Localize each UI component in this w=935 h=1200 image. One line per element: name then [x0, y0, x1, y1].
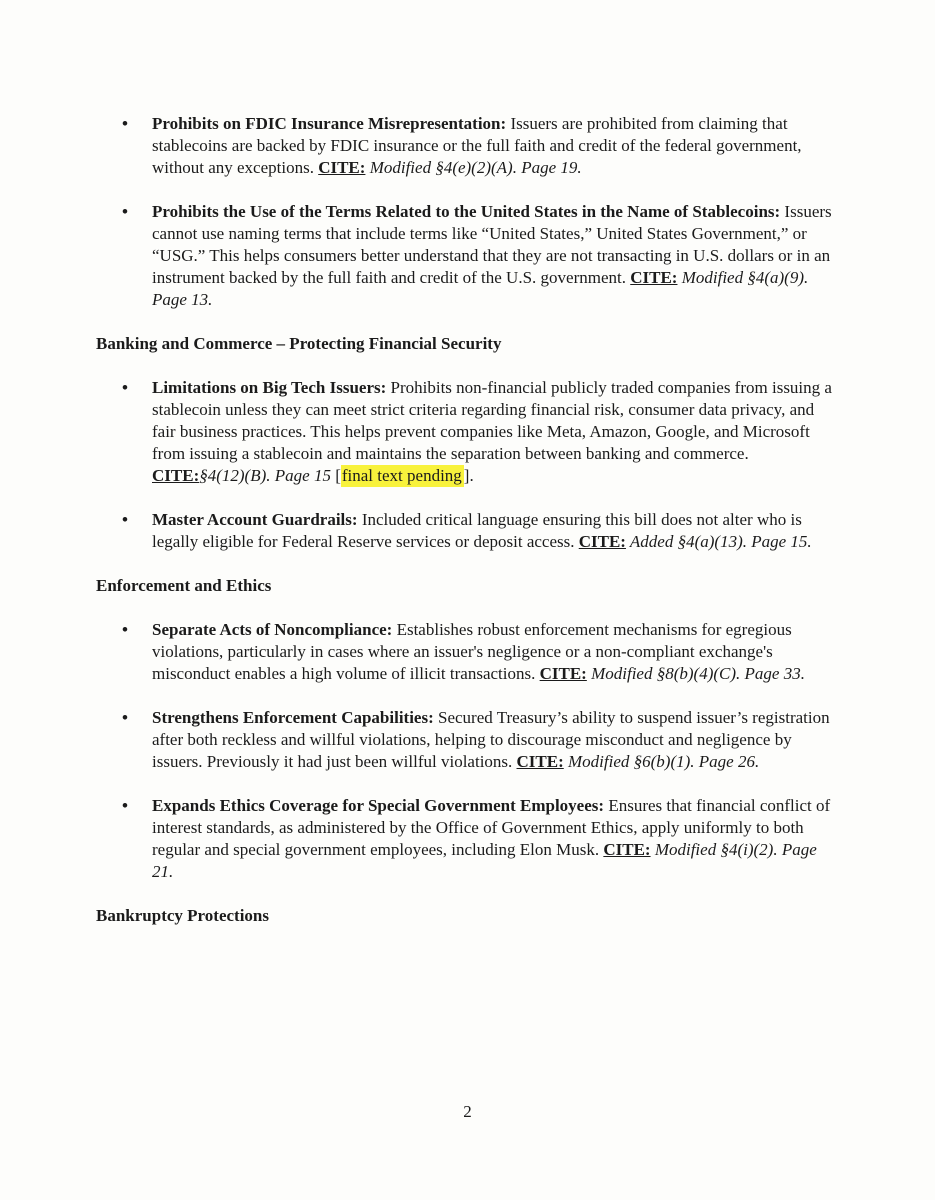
- bullet-title: Prohibits on FDIC Insurance Misrepresentation:: [152, 114, 507, 133]
- bullet-list: [96, 377, 837, 553]
- cite-text: Modified §4(i)(2). Page 21.: [152, 840, 817, 881]
- cite-text: Modified §4(e)(2)(A). Page 19.: [365, 158, 582, 177]
- bullet-body: Prohibits non-financial publicly traded companies from issuing a stablecoin unless they can meet strict criteria regarding financial risk, consumer data privacy, and fair business practices. This helps prevent companies like Meta, Amazon, Google, and Microsoft from issuing a stablecoin and maintains the separation between banking and commerce.: [152, 378, 832, 463]
- list-item: [96, 707, 837, 773]
- bullet-title: Expands Ethics Coverage for Special Government Employees:: [152, 796, 605, 815]
- list-item: [96, 509, 837, 553]
- cite-label: CITE:: [630, 268, 678, 287]
- cite-label: CITE:: [578, 532, 626, 551]
- bullet-icon: •: [122, 114, 128, 133]
- cite-text: Added §4(a)(13). Page 15.: [625, 532, 812, 551]
- list-item: [96, 201, 837, 311]
- list-item: [96, 113, 837, 179]
- bullet-list: [96, 619, 837, 883]
- cite-label: CITE:: [516, 752, 564, 771]
- section-heading-enforcement-and-ethics: Enforcement and Ethics: [96, 576, 272, 595]
- bullet-icon: •: [122, 796, 128, 815]
- bullet-body: Included critical language ensuring this bill does not alter who is legally eligible for Federal Reserve services or deposit access.: [152, 510, 802, 551]
- bracket-close: ].: [463, 466, 474, 485]
- bullet-icon: •: [122, 378, 128, 397]
- bullet-title: Strengthens Enforcement Capabilities:: [152, 708, 434, 727]
- bullet-title: Master Account Guardrails:: [152, 510, 358, 529]
- bullet-body: Issuers are prohibited from claiming that stablecoins are backed by FDIC insurance or the full faith and credit of the federal government, without any exceptions.: [152, 114, 802, 177]
- cite-text: Modified §4(a)(9). Page 13.: [152, 268, 809, 309]
- cite-label: CITE:: [539, 664, 587, 683]
- cite-text: §4(12)(B). Page 15: [199, 466, 336, 485]
- bullet-icon: •: [122, 708, 128, 727]
- cite-text: Modified §8(b)(4)(C). Page 33.: [586, 664, 805, 683]
- bullet-body: Issuers cannot use naming terms that include terms like “United States,” United States Government,” or “USG.” This helps consumers better understand that they are not transacting in U.S. dollars or in an instrument backed by the full faith and credit of the U.S. government.: [152, 202, 832, 287]
- bullet-body: Secured Treasury’s ability to suspend issuer’s registration after both reckless and willful violations, helping to discourage misconduct and negligence by issuers. Previously it had just been willful violations.: [152, 708, 830, 771]
- list-item: [96, 619, 837, 685]
- cite-label: CITE:: [603, 840, 651, 859]
- list-item: [96, 377, 837, 487]
- cite-text: Modified §6(b)(1). Page 26.: [563, 752, 760, 771]
- bullet-title: Prohibits the Use of the Terms Related to the United States in the Name of Stablecoins:: [152, 202, 781, 221]
- bullet-title: Limitations on Big Tech Issuers:: [152, 378, 387, 397]
- bullet-icon: •: [122, 510, 128, 529]
- bullet-body: Establishes robust enforcement mechanisms for egregious violations, particularly in cases where an issuer's negligence or a non-compliant exchange's misconduct enables a high volume of illicit transactions.: [152, 620, 792, 683]
- page-number: 2: [463, 1102, 472, 1121]
- highlighted-text: final text pending: [341, 466, 462, 485]
- section-heading-bankruptcy-protections: Bankruptcy Protections: [96, 906, 269, 925]
- bullet-body: Ensures that financial conflict of interest standards, as administered by the Office of Government Ethics, apply uniformly to both regular and special government employees, including Elon Musk.: [152, 796, 831, 859]
- bracket-open: [: [335, 466, 341, 485]
- cite-label: CITE:: [152, 466, 200, 485]
- page-footer: [0, 1101, 935, 1123]
- bullet-icon: •: [122, 202, 128, 221]
- bullet-list: [96, 113, 837, 311]
- list-item: [96, 795, 837, 883]
- bullet-icon: •: [122, 620, 128, 639]
- section-heading-banking-and-commerce: Banking and Commerce – Protecting Financial Security: [96, 334, 502, 353]
- cite-label: CITE:: [318, 158, 366, 177]
- bullet-title: Separate Acts of Noncompliance:: [152, 620, 393, 639]
